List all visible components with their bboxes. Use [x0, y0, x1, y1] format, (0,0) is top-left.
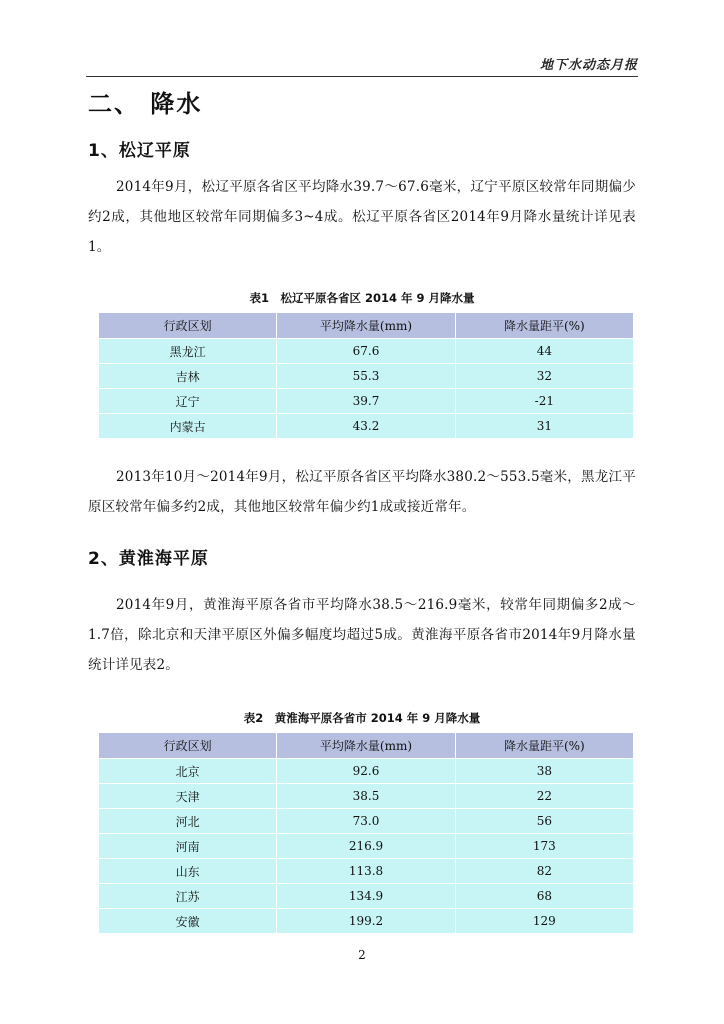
running-header: 地下水动态月报 [539, 58, 638, 73]
table-cell-anomaly: 173 [455, 834, 633, 859]
table-row [99, 784, 634, 809]
paragraph-songliao-september: 2014年9月，松辽平原各省区平均降水39.7～67.6毫米，辽宁平原区较常年同期偏少约2成，其他地区较常年同期偏多3~4成。松辽平原各省区2014年9月降水量统计详见表1。 [88, 179, 636, 255]
table-cell-anomaly: 56 [455, 809, 633, 834]
table-row [99, 834, 634, 859]
table-row [99, 909, 634, 934]
table-cell-rainfall: 67.6 [277, 339, 455, 364]
table-cell-region: 江苏 [99, 884, 277, 909]
table1-caption: 表1 松辽平原各省区 2014 年 9 月降水量 [249, 291, 475, 305]
table1 [98, 312, 634, 439]
table1-header-row [99, 313, 634, 339]
paragraph-songliao-annual: 2013年10月～2014年9月，松辽平原各省区平均降水380.2～553.5毫米，黑龙江平原区较常年偏多约2成，其他地区较常年偏少约1成或接近常年。 [88, 469, 636, 515]
table-cell-anomaly: 22 [455, 784, 633, 809]
table-row [99, 859, 634, 884]
table-row [99, 884, 634, 909]
table-cell-rainfall: 39.7 [277, 389, 455, 414]
table-cell-rainfall: 92.6 [277, 759, 455, 784]
table-cell-region: 北京 [99, 759, 277, 784]
table1-header-rainfall: 平均降水量(mm) [277, 313, 455, 339]
paragraph-huanghuaihai-september: 2014年9月，黄淮海平原各省市平均降水38.5～216.9毫米，较常年同期偏多2成～1.7倍，除北京和天津平原区外偏多幅度均超过5成。黄淮海平原各省市2014年9月降水量统计详见表2。 [88, 597, 636, 673]
table-row [99, 364, 634, 389]
page-number: 2 [358, 948, 366, 962]
table-cell-region: 吉林 [99, 364, 277, 389]
table-row [99, 809, 634, 834]
table-row [99, 389, 634, 414]
table2-header-rainfall: 平均降水量(mm) [277, 733, 455, 759]
table-cell-anomaly: 38 [455, 759, 633, 784]
table-cell-region: 黑龙江 [99, 339, 277, 364]
table-cell-rainfall: 216.9 [277, 834, 455, 859]
table-cell-anomaly: 31 [455, 414, 633, 439]
section-title: 二、 降水 [88, 90, 203, 118]
table2-header-anomaly: 降水量距平(%) [455, 733, 633, 759]
table-cell-region: 河南 [99, 834, 277, 859]
table-cell-region: 内蒙古 [99, 414, 277, 439]
table2-header-region: 行政区划 [99, 733, 277, 759]
table-cell-anomaly: 129 [455, 909, 633, 934]
table-cell-anomaly: 82 [455, 859, 633, 884]
table-cell-anomaly: 68 [455, 884, 633, 909]
table2 [98, 732, 634, 934]
header-divider [86, 76, 638, 77]
table1-header-region: 行政区划 [99, 313, 277, 339]
subsection-title-songliao: 1、松辽平原 [88, 141, 191, 161]
table-cell-rainfall: 134.9 [277, 884, 455, 909]
table-row [99, 759, 634, 784]
table-cell-rainfall: 73.0 [277, 809, 455, 834]
table-cell-anomaly: 44 [455, 339, 633, 364]
table2-header-row [99, 733, 634, 759]
table-cell-rainfall: 113.8 [277, 859, 455, 884]
table1-header-anomaly: 降水量距平(%) [455, 313, 633, 339]
table-cell-region: 天津 [99, 784, 277, 809]
table-cell-rainfall: 43.2 [277, 414, 455, 439]
table-cell-anomaly: 32 [455, 364, 633, 389]
table-cell-rainfall: 55.3 [277, 364, 455, 389]
table-cell-region: 河北 [99, 809, 277, 834]
table-cell-rainfall: 199.2 [277, 909, 455, 934]
table2-caption: 表2 黄淮海平原各省市 2014 年 9 月降水量 [243, 711, 481, 725]
table-cell-rainfall: 38.5 [277, 784, 455, 809]
subsection-title-huanghuaihai: 2、黄淮海平原 [88, 549, 209, 569]
table-row [99, 339, 634, 364]
table-cell-region: 辽宁 [99, 389, 277, 414]
table-cell-anomaly: -21 [455, 389, 633, 414]
table-row [99, 414, 634, 439]
table-cell-region: 山东 [99, 859, 277, 884]
table-cell-region: 安徽 [99, 909, 277, 934]
